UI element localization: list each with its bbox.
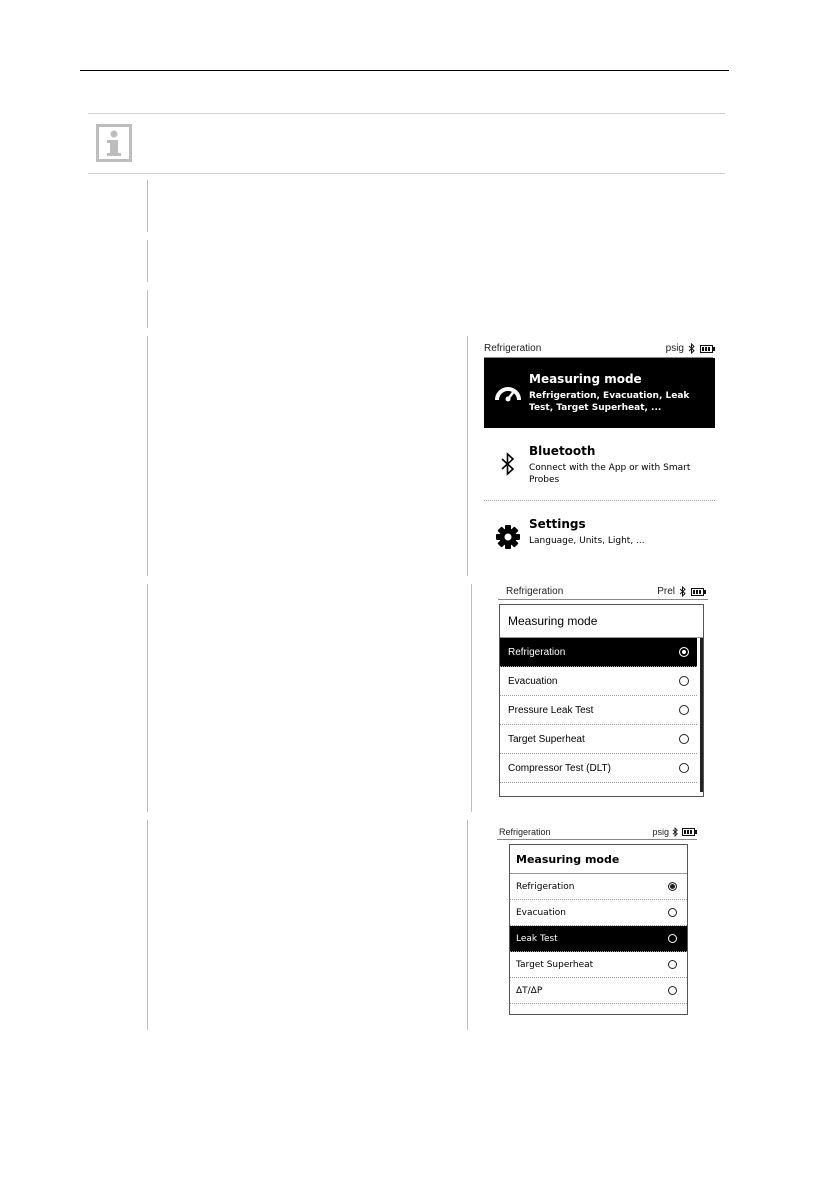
menu-item-subtitle: Connect with the App or with Smart Probes (529, 463, 691, 485)
menu-item-settings[interactable] (484, 503, 715, 573)
device-screen-measuring-mode (499, 604, 704, 797)
step-line-3 (147, 290, 148, 328)
mode-option-evacuation[interactable]: Evacuation (510, 900, 687, 926)
status-unit: psig (652, 827, 669, 837)
header-rule (80, 70, 729, 71)
radio-icon (668, 986, 677, 995)
battery-icon (682, 828, 695, 836)
radio-icon (679, 676, 689, 686)
info-note (88, 113, 725, 174)
device-screen-measuring-mode-leak (509, 844, 688, 1015)
radio-icon (668, 960, 677, 969)
scrollbar[interactable] (700, 638, 703, 792)
menu-item-title: Bluetooth (529, 444, 596, 458)
step-divider-4 (467, 336, 468, 576)
menu-item-subtitle: Refrigeration, Evacuation, Leak Test, Target Superheat, ... (529, 391, 690, 413)
bluetooth-icon (672, 827, 679, 837)
radio-icon (679, 705, 689, 715)
mode-option-refrigeration[interactable]: Refrigeration (500, 638, 697, 667)
mode-option-compressor-test[interactable]: Compressor Test (DLT) (500, 754, 697, 783)
step-line-5 (147, 584, 148, 812)
radio-icon (679, 647, 689, 657)
status-bar (484, 343, 713, 358)
device-screen-main-menu (482, 338, 715, 573)
radio-icon (679, 763, 689, 773)
status-bar (497, 827, 697, 840)
mode-option-evacuation[interactable]: Evacuation (500, 667, 697, 696)
status-unit: Prel (657, 586, 675, 597)
status-unit: psig (665, 343, 684, 354)
status-title: Refrigeration (499, 827, 551, 837)
mode-option-target-superheat[interactable]: Target Superheat (500, 725, 697, 754)
bluetooth-icon (494, 450, 522, 478)
screen-heading: Measuring mode (508, 614, 598, 628)
battery-icon (700, 345, 713, 353)
status-bar (498, 585, 708, 600)
step-line-1 (147, 180, 148, 232)
step-line-2 (147, 240, 148, 282)
status-title: Refrigeration (506, 586, 564, 597)
battery-icon (691, 588, 704, 596)
step-line-6 (147, 820, 148, 1030)
mode-option-refrigeration[interactable]: Refrigeration (510, 874, 687, 900)
screen-heading: Measuring mode (516, 853, 620, 866)
mode-option-target-superheat[interactable]: Target Superheat (510, 952, 687, 978)
info-icon (96, 124, 132, 162)
bluetooth-icon (679, 586, 687, 597)
menu-item-measuring-mode[interactable] (484, 358, 715, 428)
mode-option-delta-t-delta-p[interactable]: ΔT/ΔP (510, 978, 687, 1004)
radio-selected-icon (668, 882, 677, 891)
radio-icon (679, 734, 689, 744)
gear-icon (494, 523, 522, 551)
gauge-icon (494, 378, 522, 406)
step-divider-6 (467, 820, 468, 1030)
menu-item-bluetooth[interactable] (484, 430, 715, 501)
menu-item-title: Measuring mode (529, 372, 642, 386)
radio-icon (668, 908, 677, 917)
status-title: Refrigeration (484, 343, 542, 354)
step-divider-5 (471, 584, 472, 812)
radio-icon (668, 934, 677, 943)
menu-item-subtitle: Language, Units, Light, ... (529, 536, 645, 546)
bluetooth-icon (688, 343, 696, 354)
mode-option-pressure-leak-test[interactable]: Pressure Leak Test (500, 696, 697, 725)
menu-item-title: Settings (529, 517, 586, 531)
mode-option-leak-test[interactable]: Leak Test (510, 926, 687, 952)
step-line-4 (147, 336, 148, 576)
